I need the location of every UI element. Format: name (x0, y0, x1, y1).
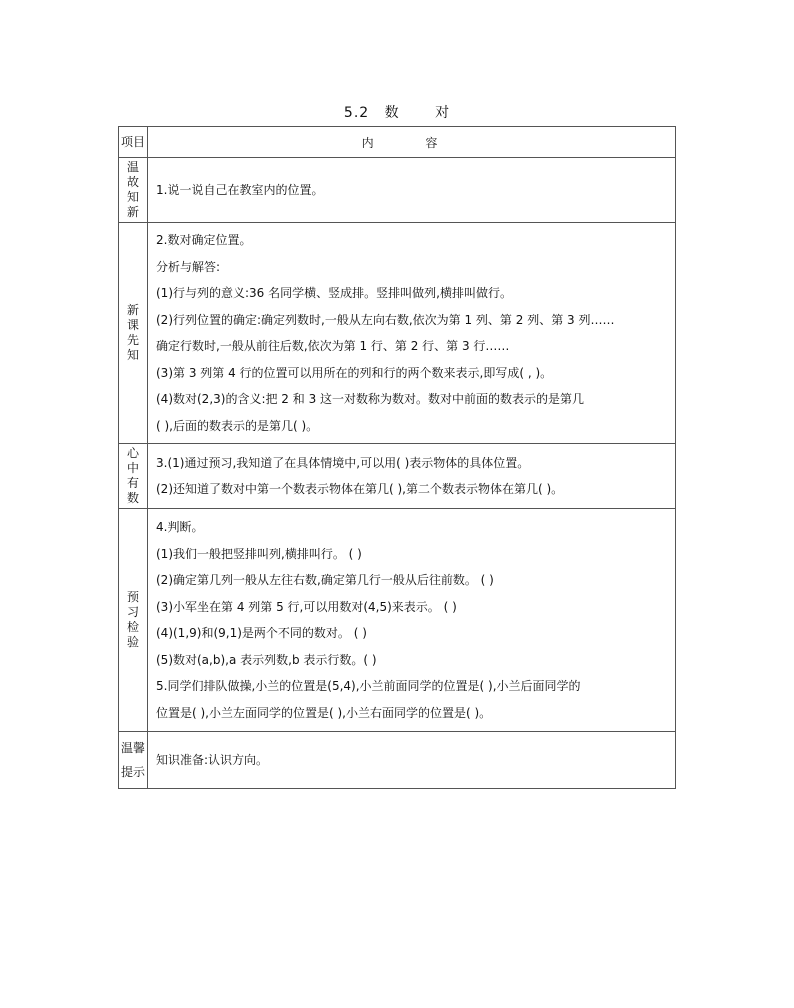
content-line: 1.说一说自己在教室内的位置。 (156, 182, 324, 197)
content-line: 3.(1)通过预习,我知道了在具体情境中,可以用( )表示物体的具体位置。 (156, 455, 530, 470)
content-line: 知识准备:认识方向。 (156, 752, 269, 767)
content-line: ( ),后面的数表示的是第几( )。 (156, 418, 319, 433)
content-line: 2.数对确定位置。 (156, 233, 252, 247)
content-line: (1)行与列的意义:36 名同学横、竖成排。竖排叫做列,横排叫做行。 (156, 286, 512, 300)
worksheet-table (118, 126, 676, 789)
content-line: (4)数对(2,3)的含义:把 2 和 3 这一对数称为数对。数对中前面的数表示的是第几 (156, 392, 585, 406)
content-line: (2)行列位置的确定:确定列数时,一般从左向右数,依次为第 1 列、第 2 列、第 3 列…… (156, 312, 615, 327)
table-row-new-lesson (119, 223, 676, 444)
content-line: (3)第 3 列第 4 行的位置可以用所在的列和行的两个数来表示,即写成( , )。 (156, 365, 553, 380)
title-word-2: 对 (435, 105, 451, 121)
table-row-preview-check (119, 509, 676, 732)
section-content-tips (148, 732, 676, 789)
section-label-tips: 温馨 提示 (119, 732, 148, 789)
table-row-tips (119, 732, 676, 789)
section-content-new-lesson (148, 223, 676, 444)
content-line: (3)小军坐在第 4 列第 5 行,可以用数对(4,5)来表示。 ( ) (156, 599, 457, 614)
section-content-review (148, 158, 676, 223)
header-content-cell: 内 容 (148, 127, 676, 158)
content-line: (1)我们一般把竖排叫列,横排叫行。 ( ) (156, 546, 362, 561)
section-label-preview-check: 预 习 检 验 (119, 509, 148, 732)
content-line: 确定行数时,一般从前往后数,依次为第 1 行、第 2 行、第 3 行…… (156, 339, 510, 353)
content-line: 位置是( ),小兰左面同学的位置是( ),小兰右面同学的位置是( )。 (156, 705, 492, 720)
content-line: (2)确定第几列一般从左往右数,确定第几行一般从后往前数。 ( ) (156, 573, 494, 587)
section-label-new-lesson: 新 课 先 知 (119, 223, 148, 444)
content-line: (2)还知道了数对中第一个数表示物体在第几( ),第二个数表示物体在第几( )。 (156, 482, 564, 496)
content-line: 4.判断。 (156, 520, 204, 534)
title-word-1: 数 (384, 105, 400, 121)
content-line: 5.同学们排队做操,小兰的位置是(5,4),小兰前面同学的位置是( ),小兰后面同学的 (156, 679, 581, 693)
content-line: (4)(1,9)和(9,1)是两个不同的数对。 ( ) (156, 626, 367, 640)
content-line: 分析与解答: (156, 259, 221, 274)
header-item-cell: 项目 (119, 127, 148, 158)
page-title (0, 102, 794, 122)
content-line: (5)数对(a,b),a 表示列数,b 表示行数。( ) (156, 652, 377, 667)
section-label-in-mind: 心 中 有 数 (119, 444, 148, 509)
table-row-in-mind (119, 444, 676, 509)
section-label-review: 温 故 知 新 (119, 158, 148, 223)
table-row-review (119, 158, 676, 223)
table-header-row (119, 127, 676, 158)
title-number: 5.2 (343, 105, 370, 121)
section-content-preview-check (148, 509, 676, 732)
section-content-in-mind (148, 444, 676, 509)
